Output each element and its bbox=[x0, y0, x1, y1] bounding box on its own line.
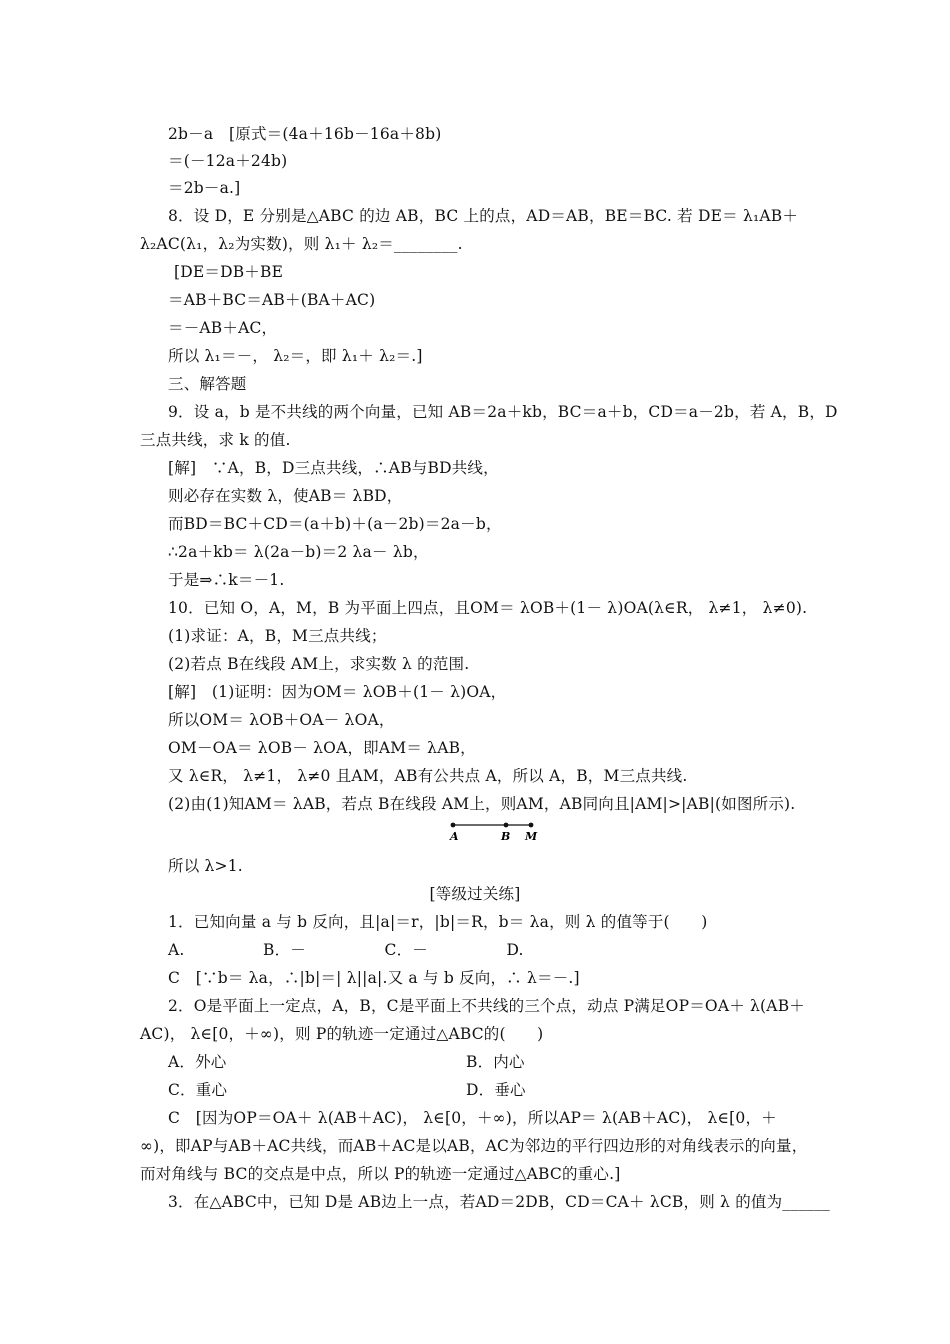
text-line: A. B．－ C．－ D. bbox=[168, 941, 524, 959]
text-line: [解] (1)证明：因为OM＝ λOB＋(1－ λ)OA， bbox=[168, 683, 507, 701]
text-line: 又 λ∈R， λ≠1， λ≠0 且AM，AB有公共点 A，所以 A，B，M三点共线. bbox=[168, 767, 688, 785]
text-line: C [∵b＝ λa，∴|b|＝| λ||a|.又 a 与 b 反向，∴ λ＝－.] bbox=[168, 969, 580, 987]
text-line: 1．已知向量 a 与 b 反向，且|a|＝r，|b|＝R，b＝ λa，则 λ 的值等于( ) bbox=[168, 913, 708, 931]
text-line: (2)由(1)知AM＝ λAB，若点 B在线段 AM上，则AM，AB同向且|AM|>|AB|(如图所示). bbox=[168, 795, 796, 813]
text-line: 三点共线，求 k 的值. bbox=[140, 431, 291, 449]
text-line: C [因为OP＝OA＋ λ(AB＋AC)， λ∈[0，＋∞)，所以AP＝ λ(AB＋AC)， λ∈[0，＋ bbox=[168, 1109, 777, 1127]
text-line: 2．O是平面上一定点，A，B，C是平面上不共线的三个点，动点 P满足OP＝OA＋ λ(AB＋ bbox=[168, 997, 805, 1015]
collinear-points-figure bbox=[445, 818, 545, 848]
text-line: 所以OM＝ λOB＋OA－ λOA， bbox=[168, 711, 395, 729]
text-line: 而对角线与 BC的交点是中点，所以 P的轨迹一定通过△ABC的重心.] bbox=[140, 1165, 621, 1183]
text-line: [解] ∵A，B，D三点共线，∴AB与BD共线， bbox=[168, 459, 499, 477]
label-a: A bbox=[450, 830, 459, 843]
text-line: B．内心 bbox=[466, 1053, 525, 1071]
text-line: ∴2a＋kb＝ λ(2a－b)＝2 λa－ λb， bbox=[168, 543, 429, 561]
text-line: [DE＝DB＋BE bbox=[174, 263, 284, 281]
text-line: 三、解答题 bbox=[168, 375, 247, 393]
text-line: ＝(－12a＋24b) bbox=[168, 152, 288, 170]
text-line: ＝－AB＋AC， bbox=[168, 319, 278, 337]
text-line: 于是⇒∴k＝－1. bbox=[168, 571, 285, 589]
label-b: B bbox=[501, 830, 511, 843]
text-line: OM－OA＝ λOB－ λOA，即AM＝ λAB， bbox=[168, 739, 476, 757]
text-line: 2b－a [原式＝(4a＋16b－16a＋8b) bbox=[168, 125, 442, 143]
label-m: M bbox=[525, 830, 538, 843]
text-line: ∞)，即AP与AB＋AC共线，而AB＋AC是以AB，AC为邻边的平行四边形的对角线表示的向量， bbox=[140, 1137, 808, 1155]
text-line: [等级过关练] bbox=[429, 885, 521, 903]
text-line: 则必存在实数 λ，使AB＝ λBD， bbox=[168, 487, 403, 505]
text-line: 10．已知 O，A，M，B 为平面上四点，且OM＝ λOB＋(1－ λ)OA(λ∈R， λ≠1， λ≠0). bbox=[168, 599, 808, 617]
text-line: 8．设 D，E 分别是△ABC 的边 AB，BC 上的点，AD＝AB，BE＝BC. 若 DE＝ λ₁AB＋ bbox=[168, 207, 799, 225]
text-line: 9．设 a，b 是不共线的两个向量，已知 AB＝2a＋kb，BC＝a＋b，CD＝a－2b，若 A，B，D bbox=[168, 403, 838, 421]
point-m bbox=[529, 823, 534, 828]
text-line: ＝2b－a.] bbox=[168, 179, 241, 197]
text-line: ＝AB＋BC＝AB＋(BA＋AC) bbox=[168, 291, 376, 309]
text-line: 所以 λ>1. bbox=[168, 857, 243, 875]
text-line: C．重心 bbox=[168, 1081, 228, 1099]
text-line: (1)求证：A，B，M三点共线； bbox=[168, 627, 387, 645]
point-b bbox=[504, 823, 509, 828]
point-a bbox=[451, 823, 456, 828]
text-line: (2)若点 B在线段 AM上，求实数 λ 的范围. bbox=[168, 655, 470, 673]
text-line: AC)， λ∈[0，＋∞)，则 P的轨迹一定通过△ABC的( ) bbox=[140, 1025, 544, 1043]
text-line: λ₂AC(λ₁，λ₂为实数)，则 λ₁＋ λ₂＝________. bbox=[140, 235, 463, 253]
text-line: 3．在△ABC中，已知 D是 AB边上一点，若AD＝2DB，CD＝CA＋ λCB，则 λ 的值为______ bbox=[168, 1193, 830, 1211]
text-line: A．外心 bbox=[168, 1053, 227, 1071]
text-line: 而BD＝BC＋CD＝(a＋b)＋(a－2b)＝2a－b， bbox=[168, 515, 502, 533]
text-line: 所以 λ₁＝－， λ₂＝，即 λ₁＋ λ₂＝.] bbox=[168, 347, 423, 365]
text-line: D．垂心 bbox=[466, 1081, 526, 1099]
